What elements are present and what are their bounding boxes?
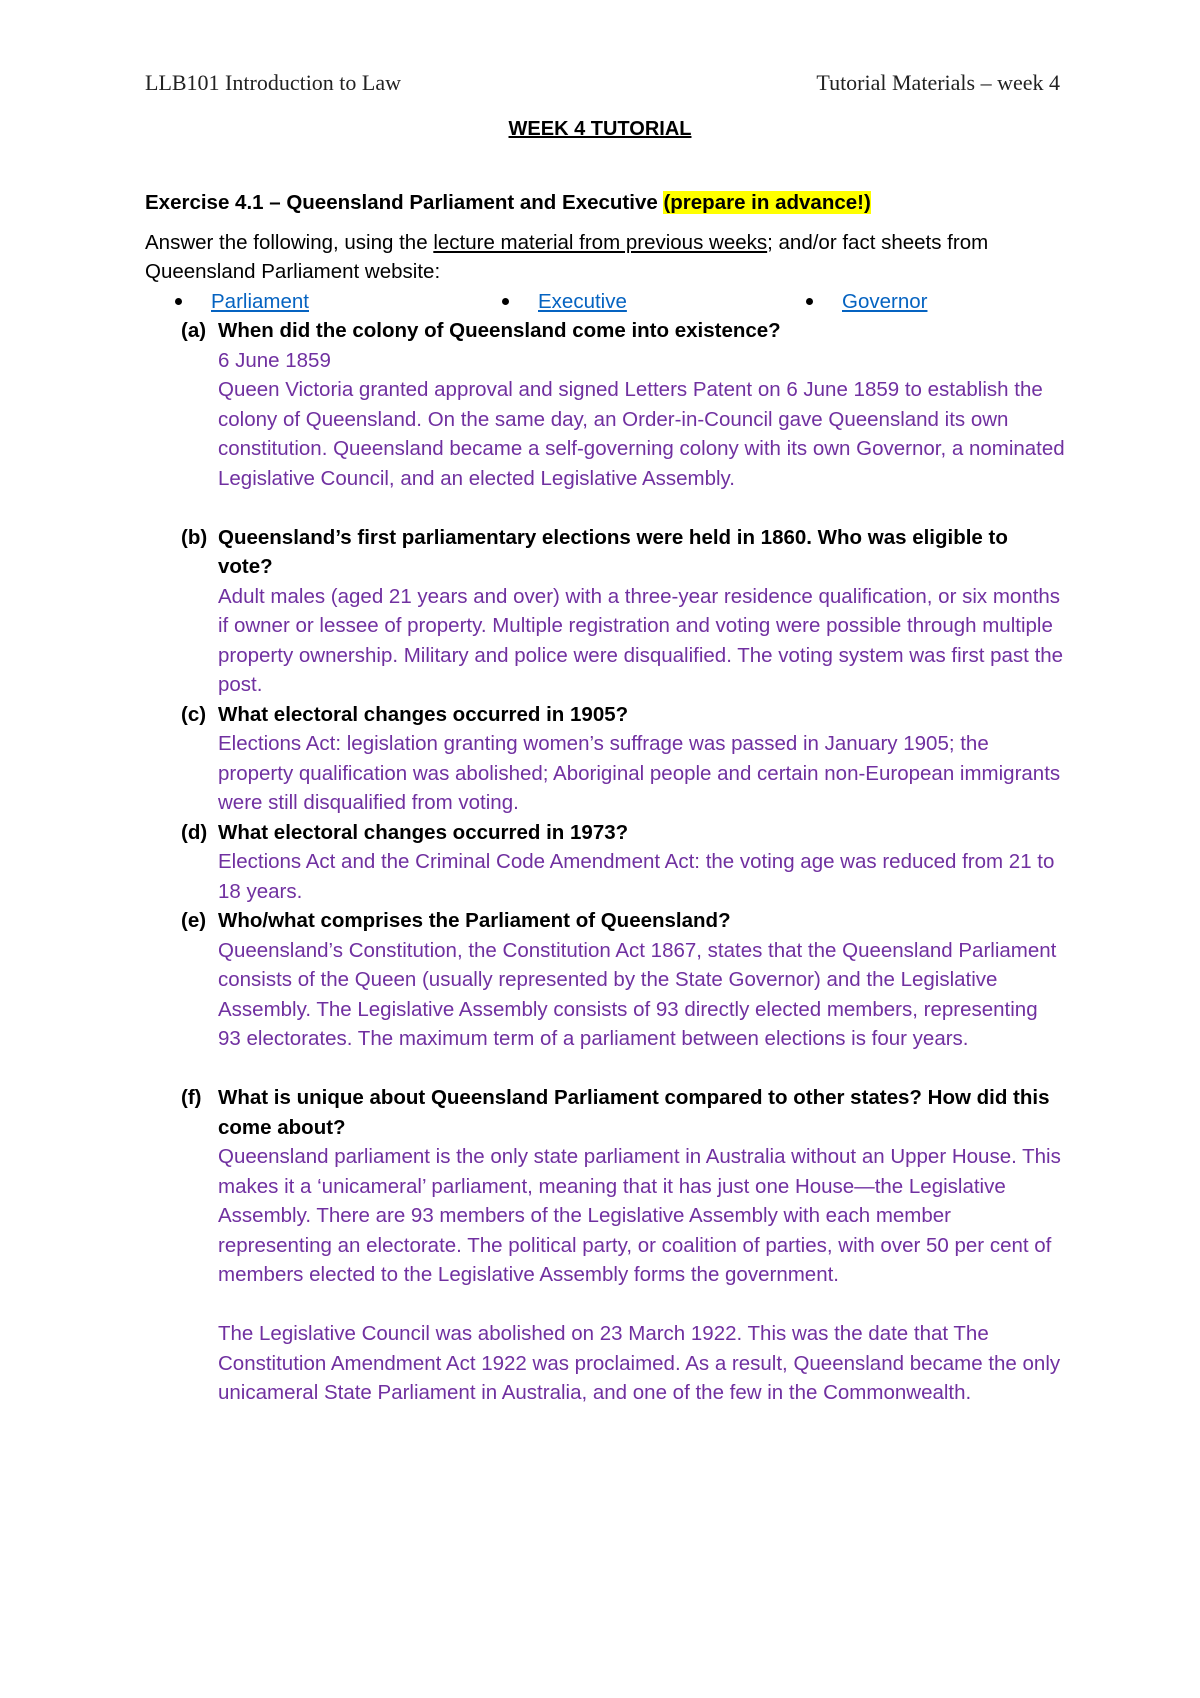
executive-link[interactable]: Executive: [538, 289, 627, 313]
exercise-highlight: (prepare in advance!): [663, 191, 871, 214]
question-label: (a): [181, 319, 207, 342]
question-list: [145, 316, 1065, 1408]
question-text: What electoral changes occurred in 1973?: [218, 820, 629, 844]
parliament-link[interactable]: Parliament: [211, 289, 309, 313]
question-label: (e): [181, 909, 207, 932]
answer-text: The Legislative Council was abolished on 23 March 1922. This was the date that The Constitution Amendment Act 1922 was proclaimed. As a result, Queensland became the only unicameral State Parliament in Australia, and one of the few in the Commonwealth.: [218, 1322, 1061, 1404]
bullet-icon: [175, 298, 182, 305]
answer-text: Queensland’s Constitution, the Constitution Act 1867, states that the Queensland Parliament consists of the Queen (usually represented by the State Governor) and the Legislative Assembly. The Legislative Assembly consists of 93 directly elected members, representing 93 electorates. The maximum term of a parliament between elections is four years.: [218, 938, 1057, 1050]
answer-text: Elections Act: legislation granting women’s suffrage was passed in January 1905; the property qualification was abolished; Aboriginal people and certain non-European immigrants were still disqualified from voting.: [218, 732, 1061, 814]
bullet-icon: [502, 298, 509, 305]
question-item-d: [145, 818, 1065, 907]
question-label: (d): [181, 820, 208, 844]
question-text: Who/what comprises the Parliament of Queensland?: [218, 909, 731, 932]
answer-text: Adult males (aged 21 years and over) with a three-year residence qualification, or six months if owner or lessee of property. Multiple registration and voting were possible through multiple property ownership. Military and police were disqualified. The voting system was first past the post.: [218, 584, 1064, 696]
answer-text: Queen Victoria granted approval and signed Letters Patent on 6 June 1859 to establish the colony of Queensland. On the same day, an Order-in-Council gave Queensland its own constitution. Queensland became a self-governing colony with its own Governor, a nominated Legislative Council, and an elected Legislative Assembly.: [218, 378, 1065, 490]
link-item-parliament: [175, 287, 309, 317]
spacer: [218, 1290, 1065, 1320]
exercise-title-text: Exercise 4.1 – Queensland Parliament and Executive: [145, 191, 664, 214]
question-text: What is unique about Queensland Parliament compared to other states? How did this come about?: [218, 1086, 1050, 1139]
link-item-executive: [502, 287, 627, 317]
page-title: WEEK 4 TUTORIAL: [508, 118, 692, 140]
bullet-icon: [806, 298, 813, 305]
header-course: LLB101 Introduction to Law: [145, 70, 402, 95]
fact-sheet-links: [145, 287, 1065, 317]
question-text: What electoral changes occurred in 1905?: [218, 702, 629, 726]
question-label: (b): [181, 525, 208, 549]
question-item-c: [145, 700, 1065, 818]
header-section: Tutorial Materials – week 4: [816, 70, 1060, 95]
page-header: [145, 70, 1060, 102]
document-body: [145, 188, 1065, 1408]
question-label: (f): [181, 1086, 202, 1109]
governor-link[interactable]: Governor: [842, 289, 928, 313]
intro-text-1: Answer the following, using the: [145, 230, 434, 254]
intro-text-2: ; and/or fact sheets from Queensland Parliament website:: [145, 230, 989, 283]
question-text: When did the colony of Queensland come into existence?: [218, 319, 781, 342]
exercise-heading: [145, 188, 1065, 218]
intro-paragraph: [145, 228, 1065, 287]
answer-text: Elections Act and the Criminal Code Amendment Act: the voting age was reduced from 21 to 18 years.: [218, 850, 1055, 903]
question-item-e: [145, 906, 1065, 1054]
question-text: Queensland’s first parliamentary elections were held in 1860. Who was eligible to vote?: [218, 525, 1008, 578]
answer-text: 6 June 1859: [218, 348, 331, 372]
link-item-governor: [806, 287, 927, 317]
spacer: [145, 493, 1065, 523]
answer-text: Queensland parliament is the only state parliament in Australia without an Upper House. This makes it a ‘unicameral’ parliament, meaning that it has just one House—the Legislative Assembly. There are 93 members of the Legislative Assembly with each member representing an electorate. The political party, or coalition of parties, with over 50 per cent of members elected to the Legislative Assembly forms the government.: [218, 1145, 1061, 1286]
question-item-b: [145, 523, 1065, 700]
question-item-f: [145, 1083, 1065, 1408]
question-item-a: [145, 316, 1065, 493]
spacer: [145, 1054, 1065, 1084]
question-label: (c): [181, 702, 207, 726]
lecture-material-link[interactable]: lecture material from previous weeks: [433, 230, 768, 254]
